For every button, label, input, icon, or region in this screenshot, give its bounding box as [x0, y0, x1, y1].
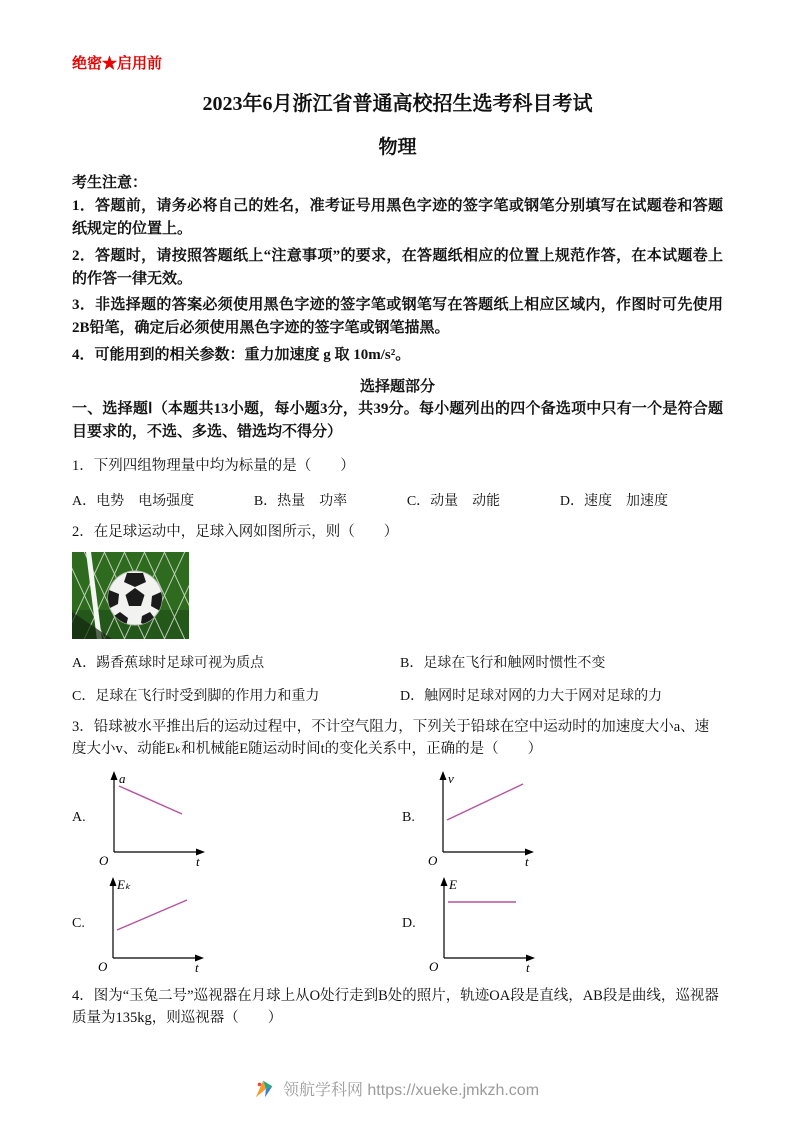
notice-item-4: 4．可能用到的相关参数：重力加速度 g 取 10m/s²。	[72, 346, 411, 363]
v-t-graph	[423, 768, 541, 868]
question-2-text: 2．在足球运动中，足球入网如图所示，则（ ）	[72, 524, 399, 540]
y-axis-label: v	[447, 771, 454, 787]
q3-graph-option-b	[402, 768, 723, 868]
x-axis-label: t	[524, 854, 529, 869]
origin-label: O	[427, 853, 438, 869]
q1-option-d: D．速度 加速度	[559, 494, 668, 509]
footer-watermark	[0, 1077, 793, 1100]
exam-title: 2023年6月浙江省普通高校招生选考科目考试	[202, 93, 593, 115]
q3-graph-option-c	[72, 874, 402, 974]
q2-option-a: A．踢香蕉球时足球可视为质点	[72, 655, 265, 671]
exam-subject: 物理	[378, 137, 417, 158]
q3-graph-option-d	[402, 874, 723, 974]
xueke-logo-icon	[254, 1078, 276, 1100]
option-letter: D.	[402, 916, 416, 932]
origin-label: O	[428, 959, 439, 975]
option-letter: A.	[72, 810, 86, 826]
question-3-text: 3．铅球被水平推出后的运动过程中，不计空气阻力，下列关于铅球在空中运动时的加速度大小a、速度大小v、动能Eₖ和机械能E随运动时间t的变化关系中，正确的是（ ）	[72, 718, 710, 757]
notice-heading: 考生注意：	[72, 175, 148, 191]
option-letter: C.	[72, 916, 85, 932]
q1-option-b: B．热量 功率	[253, 494, 348, 509]
y-axis-label: E	[448, 877, 457, 893]
question-2-options	[72, 652, 723, 705]
question-2-figure	[72, 552, 723, 644]
notice-item-1: 1．答题前，请务必将自己的姓名，准考证号用黑色字迹的签字笔或钢笔分别填写在试题卷和答题纸规定的位置上。	[72, 198, 723, 238]
x-axis-label: t	[525, 960, 530, 975]
option-letter: B.	[402, 810, 415, 826]
x-axis-label: t	[195, 854, 200, 869]
notice-item-2: 2．答题时，请按照答题纸上“注意事项”的要求，在答题纸相应的位置上规范作答，在本试题卷上的作答一律无效。	[72, 247, 723, 287]
q3-graph-option-a	[72, 768, 402, 868]
section1-intro: 一、选择题Ⅰ（本题共13小题，每小题3分，共39分。每小题列出的四个备选项中只有一个是符合题目要求的，不选、多选、错选均不得分）	[72, 400, 723, 440]
q1-option-a: A．电势 电场强度	[72, 494, 195, 509]
y-axis-label: a	[118, 771, 126, 787]
q2-option-b: B．足球在飞行和触网时惯性不变	[400, 655, 606, 671]
a-t-graph	[94, 768, 212, 868]
question-3-graphs	[72, 768, 723, 974]
q2-option-d: D．触网时足球对网的力大于网对足球的力	[400, 688, 663, 704]
soccer-ball-photo	[72, 552, 189, 639]
question-1-text: 1．下列四组物理量中均为标量的是（ ）	[72, 458, 355, 475]
classification-label: 绝密★启用前	[72, 56, 163, 72]
ek-t-graph	[93, 874, 211, 974]
question-1-options	[72, 490, 723, 510]
notice-item-3: 3．非选择题的答案必须使用黑色字迹的签字笔或钢笔写在答题纸上相应区域内，作图时可先使用2B铅笔，确定后必须使用黑色字迹的签字笔或钢笔描黑。	[72, 297, 723, 337]
q1-option-c: C．动量 动能	[406, 494, 501, 509]
y-axis-label: Eₖ	[116, 877, 131, 893]
question-4-text: 4．图为“玉兔二号”巡视器在月球上从O处行走到B处的照片，轨迹OA段是直线，AB段是曲线，巡视器质量为135kg，则巡视器（ ）	[72, 988, 719, 1026]
watermark-text: 领航学科网 https://xueke.jmkzh.com	[282, 1082, 540, 1099]
q2-option-c: C．足球在飞行时受到脚的作用力和重力	[72, 688, 320, 704]
x-axis-label: t	[194, 960, 199, 975]
origin-label: O	[98, 853, 109, 869]
origin-label: O	[97, 959, 108, 975]
e-t-graph	[424, 874, 542, 974]
part-title: 选择题部分	[359, 378, 435, 395]
